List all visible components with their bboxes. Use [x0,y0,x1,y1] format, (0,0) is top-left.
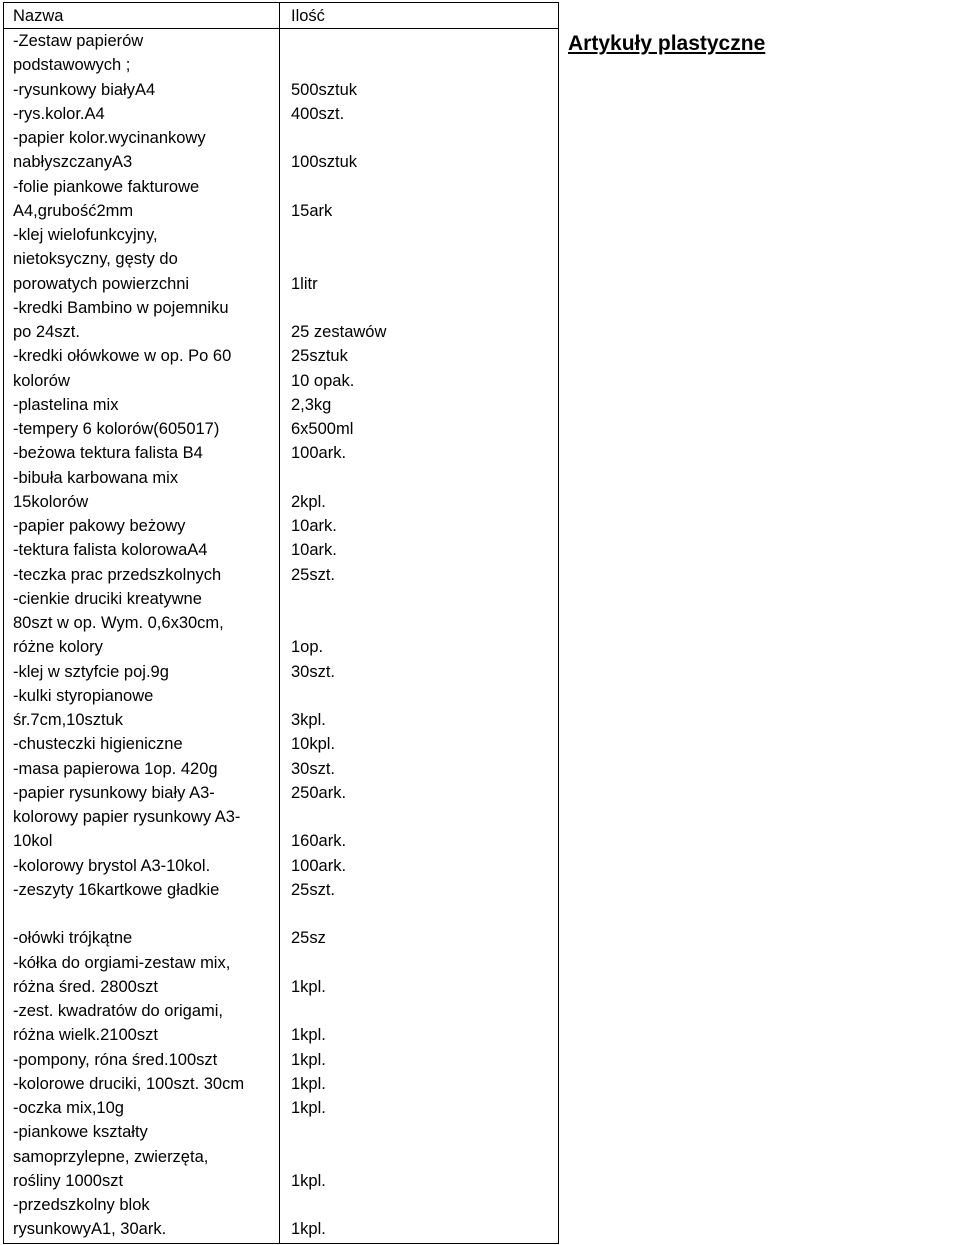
item-name-line: -przedszkolny blok [13,1196,150,1214]
item-name-line: -papier rysunkowy biały A3- [13,783,215,802]
item-name-line: -rysunkowy białyA4 [13,80,156,99]
item-name-line: samoprzylepne, zwierzęta, [13,1147,209,1166]
item-name-line: różna wielk.2100szt [13,1026,158,1045]
item-name-line: -Zestaw papierów [13,32,144,50]
item-quantity-line: 10 opak. [291,371,355,390]
item-name-line: 80szt w op. Wym. 0,6x30cm, [13,614,224,632]
item-name-line: po 24szt. [13,323,80,341]
item-name-line: -tektura falista kolorowaA4 [13,541,208,560]
item-name-line: -kolorowe druciki, 100szt. 30cm [13,1074,245,1093]
section-title: Artykuły plastyczne [568,32,766,55]
item-name-line: rysunkowyA1, 30ark. [13,1220,167,1239]
item-name-line: -bibuła karbowana mix [13,468,179,487]
item-name-line: A4,grubość2mm [13,201,134,220]
item-quantity-line: 1kpl. [291,977,326,996]
item-name-line: kolorowy papier rysunkowy A3- [13,808,241,826]
item-name-line: -kulki styropianowe [13,686,154,705]
item-name-line: -masa papierowa 1op. 420g [13,759,218,778]
item-name-line: -kredki Bambino w pojemniku [13,298,229,317]
item-name-line: -tempery 6 kolorów(605017) [13,420,220,438]
item-quantity-line: 15ark [291,201,333,220]
item-name-line: -piankowe kształty [13,1123,148,1142]
item-quantity-line: 1kpl. [291,1171,326,1190]
item-quantity-line: 1litr [291,274,318,293]
item-quantity-line: 2,3kg [291,395,332,414]
item-name-line: podstawowych ; [13,56,131,75]
item-name-line: -klej w sztyfcie poj.9g [13,662,169,681]
item-quantity-line: 25 zestawów [291,323,387,341]
item-name-line: nabłyszczanyA3 [13,153,133,172]
item-quantity-line: 2kpl. [291,492,326,511]
item-name-line: -kółka do orgiami-zestaw mix, [13,953,231,972]
item-name-line: -cienkie druciki kreatywne [13,589,202,608]
item-quantity-line: 160ark. [291,832,347,851]
item-quantity-line: 1kpl. [291,1050,326,1069]
item-quantity-line: 100ark. [291,444,347,463]
item-name-line: -klej wielofunkcyjny, [13,226,158,244]
item-quantity-line: 30szt. [291,759,336,778]
item-name-line: -beżowa tektura falista B4 [13,444,203,463]
item-quantity-line: 25szt. [291,565,336,584]
item-name-line: 15kolorów [13,492,89,511]
item-name-line: -kredki ołówkowe w op. Po 60 [13,347,232,366]
item-name-line: -papier kolor.wycinankowy [13,129,206,147]
item-quantity-line: 6x500ml [291,420,354,438]
item-name-line: -zeszyty 16kartkowe gładkie [13,880,220,899]
item-quantity-line: 250ark. [291,783,347,802]
item-name-line: -ołówki trójkątne [13,929,133,948]
item-quantity-line: 3kpl. [291,711,326,729]
item-quantity-line: 1op. [291,638,324,657]
column-divider [279,2,280,1244]
item-quantity-line: 30szt. [291,662,336,681]
item-quantity-line: 500sztuk [291,80,358,99]
item-name-line: -plastelina mix [13,395,119,414]
header-name: Nazwa [13,7,64,25]
item-name-line: -oczka mix,10g [13,1099,124,1117]
item-quantity-line: 25sz [291,929,326,948]
item-quantity-line: 25sztuk [291,347,348,366]
item-quantity-line: 400szt. [291,104,345,123]
item-name-line: -pompony, róna śred.100szt [13,1050,218,1069]
item-name-line: -folie piankowe fakturowe [13,177,200,196]
item-quantity-line: 10ark. [291,541,337,560]
item-name-line: nietoksyczny, gęsty do [13,250,178,269]
header-quantity: Ilość [291,7,325,25]
item-name-line: 10kol [13,832,53,851]
item-quantity-line: 100sztuk [291,153,358,172]
item-name-line: -papier pakowy beżowy [13,517,186,535]
item-name-line: -kolorowy brystol A3-10kol. [13,856,211,875]
item-name-line: -chusteczki higieniczne [13,735,183,754]
item-quantity-line: 25szt. [291,880,336,899]
item-name-line: -rys.kolor.A4 [13,104,105,123]
item-name-line: różna śred. 2800szt [13,977,158,996]
item-name-line: kolorów [13,371,70,390]
item-name-line: -zest. kwadratów do origami, [13,1002,223,1020]
item-quantity-line: 1kpl. [291,1074,326,1093]
item-quantity-line: 10ark. [291,517,337,535]
item-name-line: rośliny 1000szt [13,1171,124,1190]
item-quantity-line: 1kpl. [291,1099,326,1117]
item-quantity-line: 10kpl. [291,735,336,754]
item-quantity-line: 100ark. [291,856,347,875]
item-quantity-line: 1kpl. [291,1220,326,1239]
item-name-line: śr.7cm,10sztuk [13,711,124,729]
item-quantity-line: 1kpl. [291,1026,326,1045]
item-name-line: -teczka prac przedszkolnych [13,565,222,584]
item-name-line: porowatych powierzchni [13,274,190,293]
item-name-line: różne kolory [13,638,103,657]
